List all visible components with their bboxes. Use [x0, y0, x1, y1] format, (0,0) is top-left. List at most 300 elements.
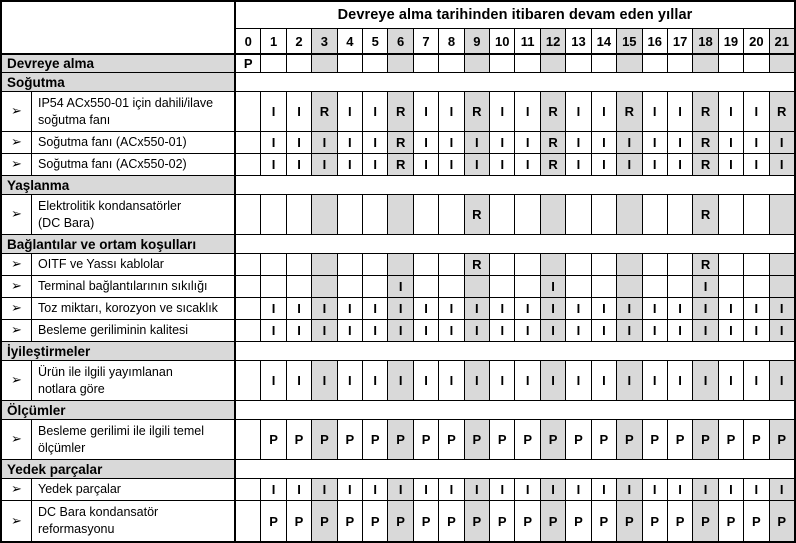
year-cells [236, 298, 794, 319]
year-header-0: 0 [236, 29, 261, 53]
year-cell: I [770, 132, 794, 153]
item-row [2, 420, 794, 460]
year-cell [287, 195, 312, 234]
year-cell: I [515, 154, 540, 175]
row-label-area [2, 92, 236, 131]
year-cell [770, 55, 794, 72]
category-empty-span [236, 460, 794, 478]
year-cell [439, 55, 464, 72]
year-cells [236, 276, 794, 297]
year-header-5: 5 [363, 29, 388, 53]
year-cell: I [643, 361, 668, 400]
year-cell: I [414, 320, 439, 341]
year-cells [236, 55, 794, 72]
year-cell: R [465, 195, 490, 234]
category-row [2, 342, 794, 361]
year-cell: I [312, 154, 337, 175]
year-cell [236, 132, 261, 153]
row-label-line: Yedek parçalar [38, 482, 121, 496]
year-cell: I [388, 276, 413, 297]
year-cell [643, 276, 668, 297]
category-label: İyileştirmeler [2, 342, 236, 360]
year-cell: I [338, 320, 363, 341]
year-cell: I [693, 298, 718, 319]
year-cell: I [490, 298, 515, 319]
year-cell: P [312, 501, 337, 541]
item-row [2, 361, 794, 401]
row-label-area [2, 420, 236, 459]
year-cell: I [668, 320, 693, 341]
year-cells [236, 420, 794, 459]
year-cell [287, 276, 312, 297]
year-cell [236, 501, 261, 541]
year-cell: I [770, 298, 794, 319]
year-cell [770, 276, 794, 297]
year-cell: I [414, 361, 439, 400]
year-cell [719, 276, 744, 297]
row-arrow-icon: ➢ [2, 132, 32, 153]
row-label-area [2, 479, 236, 500]
year-header-20: 20 [744, 29, 769, 53]
year-cell: I [643, 132, 668, 153]
year-cell: P [566, 501, 591, 541]
year-cell: I [744, 361, 769, 400]
item-row [2, 132, 794, 154]
item-row [2, 501, 794, 541]
row-label [32, 320, 234, 341]
row-label-line: IP54 ACx550-01 için dahili/ilave [38, 95, 214, 110]
year-cell: P [465, 420, 490, 459]
year-cell: I [465, 132, 490, 153]
year-header-10: 10 [490, 29, 515, 53]
year-header-18: 18 [693, 29, 718, 53]
year-cell [338, 55, 363, 72]
year-cell: P [592, 501, 617, 541]
category-empty-span [236, 401, 794, 419]
year-cell: I [388, 479, 413, 500]
year-cell: I [592, 92, 617, 131]
year-cell [592, 276, 617, 297]
year-cell: I [566, 320, 591, 341]
year-cell: I [592, 298, 617, 319]
year-cell: I [287, 361, 312, 400]
year-header-9: 9 [465, 29, 490, 53]
year-cell: R [465, 254, 490, 275]
year-cell: I [592, 132, 617, 153]
category-label: Ölçümler [2, 401, 236, 419]
year-cell: I [287, 154, 312, 175]
row-label-area [2, 298, 236, 319]
row-label-line: soğutma fanı [38, 112, 111, 127]
year-cell: R [693, 195, 718, 234]
row-label-line: Terminal bağlantılarının sıkılığı [38, 279, 208, 293]
year-cell: I [617, 132, 642, 153]
year-cell [541, 55, 566, 72]
row-label [32, 92, 234, 131]
year-cells [236, 195, 794, 234]
row-label-line: notlara göre [38, 381, 105, 396]
year-cell [388, 254, 413, 275]
year-cell [770, 195, 794, 234]
year-cell: I [287, 92, 312, 131]
category-label: Yedek parçalar [2, 460, 236, 478]
year-cell [617, 55, 642, 72]
year-cell: I [744, 298, 769, 319]
year-cell: P [592, 420, 617, 459]
year-cell: I [693, 276, 718, 297]
year-cell [490, 195, 515, 234]
year-cell [566, 195, 591, 234]
year-cell [744, 55, 769, 72]
year-cell: I [617, 361, 642, 400]
row-label-area [2, 195, 236, 234]
year-cell: I [490, 361, 515, 400]
year-cell: I [770, 479, 794, 500]
row-label [32, 420, 234, 459]
year-header-spacer [2, 29, 236, 53]
year-cell [414, 55, 439, 72]
row-arrow-icon: ➢ [2, 420, 32, 459]
year-cell: R [541, 132, 566, 153]
year-cell [388, 55, 413, 72]
year-cell: R [541, 154, 566, 175]
year-cell: P [744, 420, 769, 459]
year-cell: I [668, 361, 693, 400]
row-label-line: Toz miktarı, korozyon ve sıcaklık [38, 301, 218, 315]
year-cell: P [770, 420, 794, 459]
year-cell [338, 254, 363, 275]
year-cell: P [414, 420, 439, 459]
year-cell: I [287, 132, 312, 153]
row-label [32, 298, 234, 319]
year-cell: I [287, 298, 312, 319]
year-cell [236, 320, 261, 341]
year-cell: I [566, 92, 591, 131]
year-cell: I [363, 298, 388, 319]
year-cell: P [617, 501, 642, 541]
year-cell: P [388, 501, 413, 541]
year-cell [566, 55, 591, 72]
category-label: Yaşlanma [2, 176, 236, 194]
year-cell: P [515, 501, 540, 541]
year-cell: P [338, 501, 363, 541]
year-header-6: 6 [388, 29, 413, 53]
year-header-17: 17 [668, 29, 693, 53]
year-cell [490, 55, 515, 72]
item-row [2, 276, 794, 298]
row-label-line: OITF ve Yassı kablolar [38, 257, 164, 271]
year-cell: I [490, 320, 515, 341]
year-cell: I [592, 361, 617, 400]
year-cell: I [363, 92, 388, 131]
year-cell [439, 276, 464, 297]
item-row [2, 479, 794, 501]
year-cell: I [439, 320, 464, 341]
row-label-area [2, 154, 236, 175]
item-row [2, 298, 794, 320]
row-label-area [2, 254, 236, 275]
year-cell [566, 254, 591, 275]
year-cell: R [693, 154, 718, 175]
category-empty-span [236, 235, 794, 253]
row-arrow-icon: ➢ [2, 320, 32, 341]
row-label-area [2, 276, 236, 297]
year-cell: R [388, 154, 413, 175]
year-cell [287, 254, 312, 275]
year-header-11: 11 [515, 29, 540, 53]
year-cell [363, 276, 388, 297]
year-cell: I [643, 298, 668, 319]
year-header-7: 7 [414, 29, 439, 53]
year-cell: P [439, 501, 464, 541]
year-cell: I [719, 154, 744, 175]
row-label [32, 276, 234, 297]
header-title-row [2, 2, 794, 29]
year-cell: I [465, 479, 490, 500]
year-cell: I [414, 132, 439, 153]
year-header-19: 19 [719, 29, 744, 53]
year-cell [490, 254, 515, 275]
year-cells [236, 320, 794, 341]
row-label-line: Soğutma fanı (ACx550-02) [38, 157, 187, 171]
year-cell [668, 254, 693, 275]
year-cell: P [490, 420, 515, 459]
year-cell: I [592, 479, 617, 500]
year-cells [236, 154, 794, 175]
year-cell: R [617, 92, 642, 131]
year-cell [261, 55, 286, 72]
year-cell [515, 55, 540, 72]
year-cell: P [414, 501, 439, 541]
year-cell [236, 154, 261, 175]
year-cell: P [363, 420, 388, 459]
row-label-line: (DC Bara) [38, 215, 95, 230]
year-cell [770, 254, 794, 275]
year-cell: I [363, 132, 388, 153]
year-cell: P [541, 501, 566, 541]
year-cell [541, 254, 566, 275]
category-empty-span [236, 342, 794, 360]
year-cell: I [439, 132, 464, 153]
year-cell: I [668, 132, 693, 153]
year-cell: I [541, 479, 566, 500]
year-cell: I [338, 361, 363, 400]
year-header-14: 14 [592, 29, 617, 53]
year-cell: I [719, 132, 744, 153]
year-cell: I [515, 479, 540, 500]
year-cell [236, 420, 261, 459]
year-cell: R [465, 92, 490, 131]
year-cell [465, 55, 490, 72]
category-row [2, 176, 794, 195]
row-arrow-icon: ➢ [2, 501, 32, 541]
year-cell [261, 276, 286, 297]
year-cell [617, 195, 642, 234]
year-cell: P [261, 420, 286, 459]
year-cell: I [719, 479, 744, 500]
year-cell: I [515, 320, 540, 341]
year-cell: P [388, 420, 413, 459]
year-header-2: 2 [287, 29, 312, 53]
year-cell [338, 195, 363, 234]
category-label: Bağlantılar ve ortam koşulları [2, 235, 236, 253]
year-cell: P [236, 55, 261, 72]
category-empty-span [236, 73, 794, 91]
year-cells [236, 361, 794, 400]
year-cell: P [541, 420, 566, 459]
year-cell: P [439, 420, 464, 459]
year-cell: P [617, 420, 642, 459]
category-row [2, 73, 794, 92]
year-cell: I [693, 361, 718, 400]
year-cell: I [693, 320, 718, 341]
row-arrow-icon: ➢ [2, 361, 32, 400]
year-cell [566, 276, 591, 297]
year-cell: I [515, 132, 540, 153]
year-cell: I [744, 92, 769, 131]
year-cell: I [643, 320, 668, 341]
year-cell [490, 276, 515, 297]
category-row [2, 235, 794, 254]
row-label-line: Besleme geriliminin kalitesi [38, 323, 189, 337]
year-cell: I [439, 92, 464, 131]
year-cell [236, 479, 261, 500]
category-row [2, 460, 794, 479]
year-cell: I [261, 154, 286, 175]
table-title: Devreye alma tarihinden itibaren devam eden yıllar [236, 2, 794, 29]
year-header-row [2, 29, 794, 55]
year-cell: P [363, 501, 388, 541]
year-cell: I [770, 154, 794, 175]
year-cell: I [541, 361, 566, 400]
year-cell: I [312, 361, 337, 400]
year-cell: I [668, 92, 693, 131]
year-cell: I [541, 298, 566, 319]
year-cell: P [668, 501, 693, 541]
row-label-area [2, 320, 236, 341]
year-cell: I [439, 479, 464, 500]
year-cell [363, 55, 388, 72]
year-cell [236, 361, 261, 400]
item-row [2, 154, 794, 176]
year-cell [617, 276, 642, 297]
item-row [2, 92, 794, 132]
year-cells [236, 479, 794, 500]
year-cell: I [490, 92, 515, 131]
year-cell: I [668, 479, 693, 500]
year-cell [515, 254, 540, 275]
year-cell [388, 195, 413, 234]
row-label-area [2, 361, 236, 400]
year-cell: I [414, 298, 439, 319]
year-cell: I [261, 320, 286, 341]
row-label [32, 479, 234, 500]
year-cell: I [490, 479, 515, 500]
year-cell [541, 195, 566, 234]
year-cell [312, 195, 337, 234]
year-cell [236, 298, 261, 319]
year-cell: I [312, 298, 337, 319]
year-cell: I [744, 132, 769, 153]
table-body [2, 55, 794, 541]
year-cell: I [566, 154, 591, 175]
year-cell [236, 276, 261, 297]
row-label-area [2, 501, 236, 541]
year-cell: I [515, 361, 540, 400]
year-cell: I [261, 132, 286, 153]
year-cell: I [719, 92, 744, 131]
item-row [2, 195, 794, 235]
year-cell: I [770, 361, 794, 400]
year-cell: I [770, 320, 794, 341]
year-cell [719, 195, 744, 234]
year-cell: P [744, 501, 769, 541]
row-arrow-icon: ➢ [2, 154, 32, 175]
year-cell [693, 55, 718, 72]
row-label [32, 501, 234, 541]
row-label-line: Besleme gerilimi ile ilgili temel [38, 423, 205, 438]
year-cell: I [338, 92, 363, 131]
row-label [32, 195, 234, 234]
year-cell: I [744, 154, 769, 175]
year-cell [439, 195, 464, 234]
year-cell: I [439, 154, 464, 175]
year-cell: I [439, 361, 464, 400]
year-cell: I [312, 479, 337, 500]
year-header-16: 16 [643, 29, 668, 53]
year-cell [236, 195, 261, 234]
year-cell: I [388, 320, 413, 341]
year-cell [414, 254, 439, 275]
row-arrow-icon: ➢ [2, 276, 32, 297]
year-header-4: 4 [338, 29, 363, 53]
year-cell: I [261, 298, 286, 319]
year-cell: I [643, 92, 668, 131]
year-cell: P [770, 501, 794, 541]
year-cell: I [719, 320, 744, 341]
commissioning-row [2, 55, 794, 73]
year-cell: P [643, 420, 668, 459]
row-label [32, 254, 234, 275]
year-cell: I [363, 479, 388, 500]
year-cell: R [770, 92, 794, 131]
year-cell: I [414, 479, 439, 500]
year-cell: I [617, 479, 642, 500]
year-cell: I [414, 92, 439, 131]
year-cell [643, 254, 668, 275]
year-cell: I [541, 320, 566, 341]
year-cell: I [465, 298, 490, 319]
category-empty-span [236, 176, 794, 194]
year-cell: P [338, 420, 363, 459]
year-cell: I [617, 154, 642, 175]
year-cell: I [643, 479, 668, 500]
year-cell: I [338, 479, 363, 500]
year-cell [363, 195, 388, 234]
year-cell: P [719, 420, 744, 459]
year-cell [668, 55, 693, 72]
year-cell [414, 195, 439, 234]
year-cell: I [261, 92, 286, 131]
year-cell [592, 55, 617, 72]
year-cells [236, 254, 794, 275]
year-cell [465, 276, 490, 297]
year-cell [719, 55, 744, 72]
year-cell [668, 276, 693, 297]
item-row [2, 320, 794, 342]
year-cell: I [363, 361, 388, 400]
year-cell: I [719, 298, 744, 319]
